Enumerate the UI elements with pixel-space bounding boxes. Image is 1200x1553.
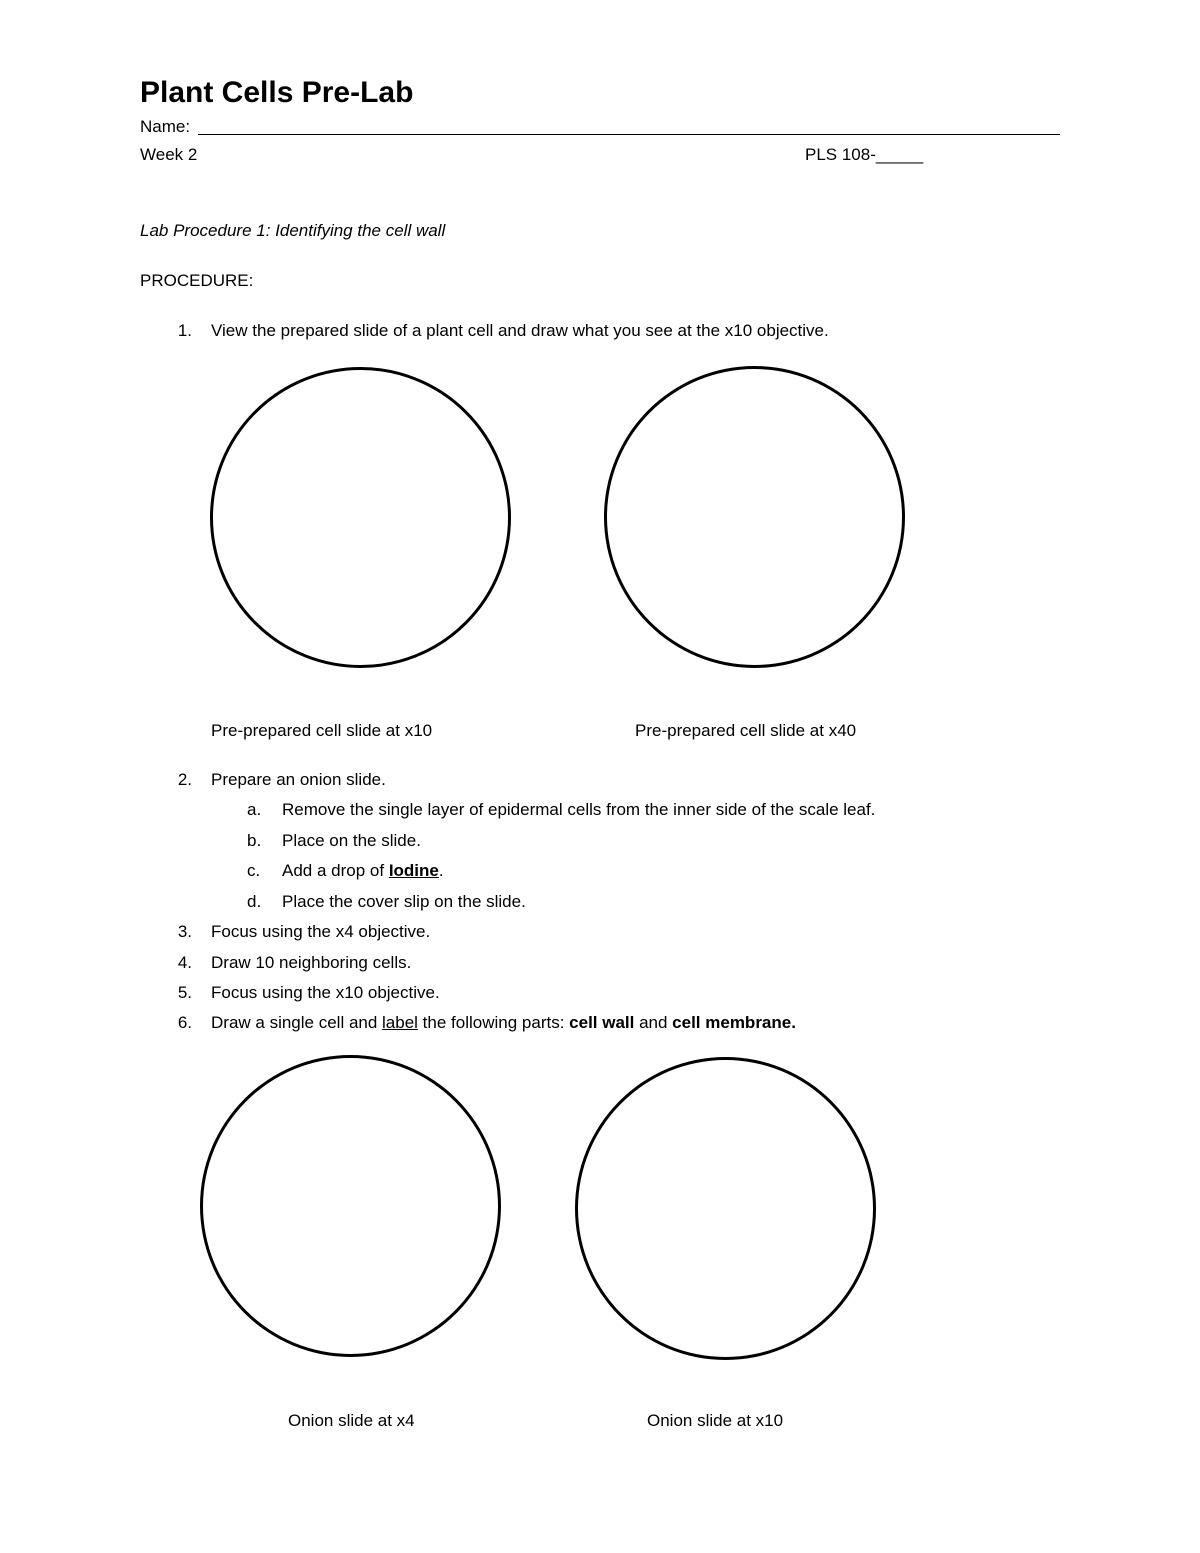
step-number: 4.: [177, 953, 192, 972]
substep-letter: c.: [247, 861, 261, 880]
substep-letter: b.: [247, 831, 262, 850]
section-heading: Lab Procedure 1: Identifying the cell wall: [140, 221, 446, 240]
step-text: Focus using the x4 objective.: [211, 922, 431, 941]
substep-text: [282, 861, 444, 881]
step-text: Focus using the x10 objective.: [211, 983, 440, 1002]
substep-letter: d.: [247, 892, 262, 911]
drawing-circle-onion-x10[interactable]: [575, 1057, 876, 1360]
label-word: label: [382, 1013, 418, 1032]
drawing-circle-prep-x10[interactable]: [210, 367, 511, 668]
step-number: 5.: [177, 983, 192, 1002]
name-field-line[interactable]: [198, 134, 1060, 135]
step-text-and: and: [634, 1013, 673, 1032]
caption-onion-x4: Onion slide at x4: [288, 1411, 415, 1430]
page-title: Plant Cells Pre-Lab: [140, 76, 414, 109]
step-number: 1.: [177, 321, 192, 340]
step-text-mid: the following parts:: [417, 1013, 570, 1032]
drawing-circle-prep-x40[interactable]: [604, 366, 905, 668]
drawing-circle-onion-x4[interactable]: [200, 1055, 501, 1357]
cell-wall-term: cell wall: [569, 1013, 635, 1032]
step-text-end: .: [791, 1013, 796, 1032]
course-label: PLS 108-_____: [805, 145, 924, 164]
substep-letter: a.: [247, 800, 262, 819]
caption-prep-x10: Pre-prepared cell slide at x10: [211, 721, 433, 740]
substep-text-end: .: [438, 861, 444, 880]
substep-text: Place the cover slip on the slide.: [282, 892, 526, 911]
step-number: 3.: [177, 922, 192, 941]
procedure-label: PROCEDURE:: [140, 271, 254, 290]
step-text-pre: Draw a single cell and: [211, 1013, 383, 1032]
substep-text-pre: Add a drop of: [282, 861, 389, 880]
name-label: Name:: [140, 117, 191, 136]
step-text: [211, 1013, 796, 1033]
week-label: Week 2: [140, 145, 198, 164]
caption-onion-x10: Onion slide at x10: [647, 1411, 784, 1430]
step-text: Prepare an onion slide.: [211, 770, 386, 789]
substep-text: Remove the single layer of epidermal cells from the inner side of the scale leaf.: [282, 800, 876, 819]
iodine-emphasis: Iodine: [388, 861, 439, 880]
step-text: View the prepared slide of a plant cell and draw what you see at the x10 objective.: [211, 321, 829, 340]
step-text: Draw 10 neighboring cells.: [211, 953, 412, 972]
step-number: 2.: [177, 770, 192, 789]
cell-membrane-term: cell membrane: [672, 1013, 792, 1032]
step-number: 6.: [177, 1013, 192, 1032]
substep-text: Place on the slide.: [282, 831, 421, 850]
caption-prep-x40: Pre-prepared cell slide at x40: [635, 721, 857, 740]
